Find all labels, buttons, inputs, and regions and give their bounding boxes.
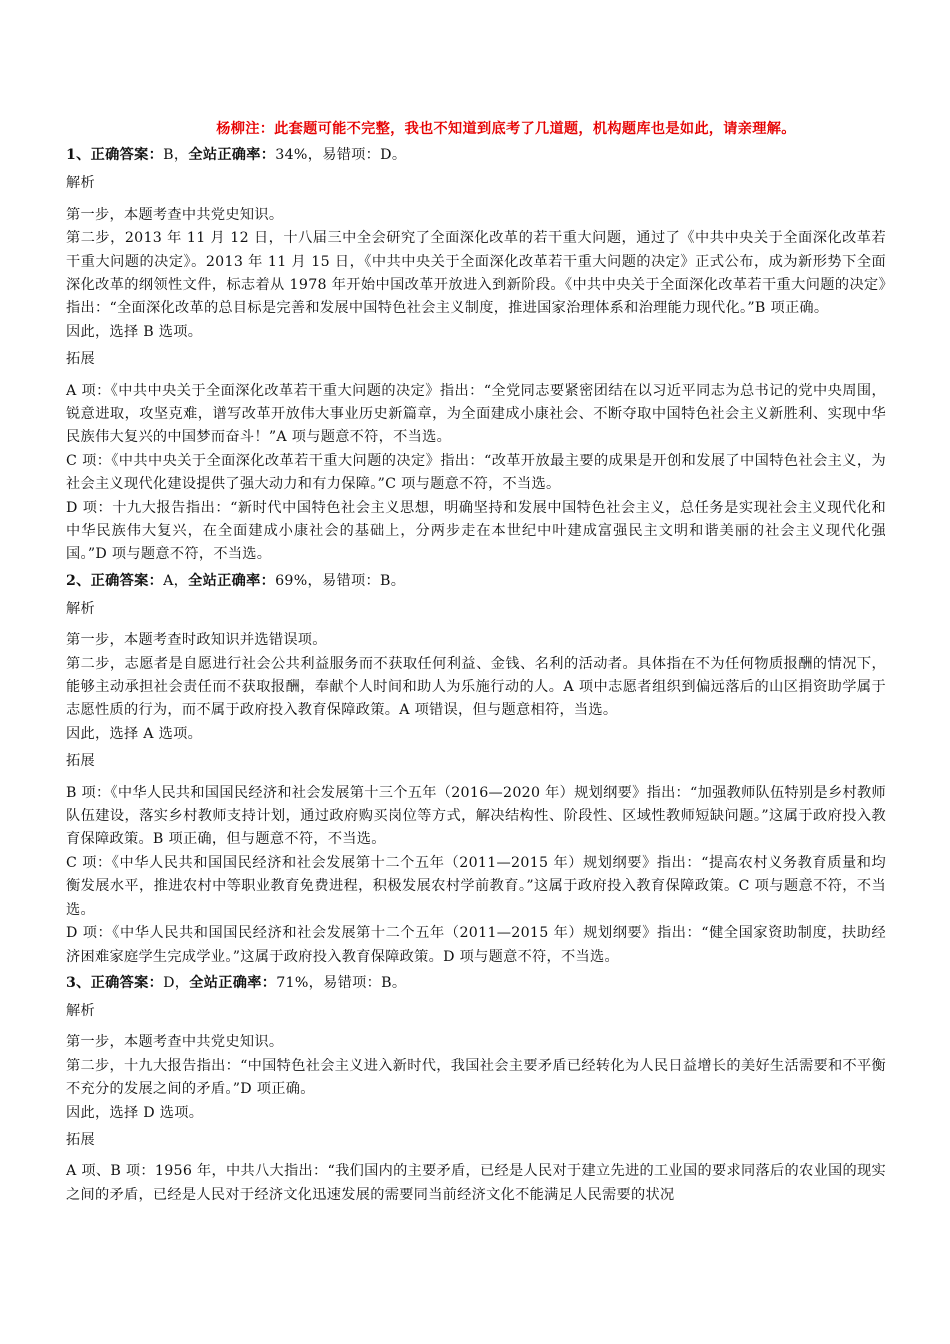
- answer-value: B，: [163, 147, 189, 164]
- answer-label: 正确答案：: [90, 572, 164, 589]
- answer-label: 正确答案：: [90, 974, 164, 991]
- question-number: 1、: [66, 147, 91, 164]
- answer-line-q1: [66, 144, 886, 168]
- analysis-paragraph: 因此，选择 A 选项。: [66, 725, 203, 742]
- analysis-paragraph: 因此，选择 B 选项。: [66, 323, 203, 340]
- extension-heading: 拓展: [66, 351, 95, 368]
- question-number: 3、: [66, 974, 91, 991]
- answer-value: A，: [163, 572, 189, 589]
- extension-paragraph: A 项、B 项：1956 年，中共八大指出：“我们国内的主要矛盾，已经是人民对于建立先进的工业国的要求同落后的农业国的现实之间的矛盾，已经是人民对于经济文化迅速发展的需要同当前经济文化不能满足人民需要的状况: [66, 1163, 886, 1203]
- extension-paragraph: D 项：十九大报告指出：“新时代中国特色社会主义思想，明确坚持和发展中国特色社会主义，总任务是实现社会主义现代化和中华民族伟大复兴，在全面建成小康社会的基础上，分两步走在本世纪中叶建成富强民主文明和谐美丽的社会主义现代化强国。”D 项与题意不符，不当选。: [66, 499, 886, 563]
- extension-heading: 拓展: [66, 1131, 95, 1148]
- question-number: 2、: [66, 572, 91, 589]
- answer-label: 正确答案：: [90, 147, 164, 164]
- rate-label: 全站正确率：: [188, 147, 276, 164]
- analysis-heading: 解析: [66, 175, 95, 192]
- analysis-paragraph: 因此，选择 D 选项。: [66, 1104, 204, 1121]
- rate-label: 全站正确率：: [189, 974, 277, 991]
- extension-heading: 拓展: [66, 753, 95, 770]
- rate-value: 71%，易错项：B。: [276, 974, 407, 991]
- analysis-paragraph: 第一步，本题考查中共党史知识。: [66, 206, 284, 223]
- document-page: [66, 118, 886, 1207]
- analysis-paragraph: 第二步，志愿者是自愿进行社会公共利益服务而不获取任何利益、金钱、名利的活动者。具体指在不为任何物质报酬的情况下，能够主动承担社会责任而不获取报酬，奉献个人时间和助人为乐施行动的人。A 项中志愿者组织到偏远落后的山区捐资助学属于志愿性质的行为，而不属于政府投入教育保障政策。A 项错误，但与题意相符，当选。: [66, 655, 886, 719]
- extension-paragraph: C 项：《中共中央关于全面深化改革若干重大问题的决定》指出：“改革开放最主要的成果是开创和发展了中国特色社会主义，为社会主义现代化建设提供了强大动力和有力保障。”C 项与题意不符，不当选。: [66, 452, 886, 493]
- analysis-heading: 解析: [66, 600, 95, 617]
- rate-value: 34%，易错项：D。: [275, 147, 407, 164]
- rate-label: 全站正确率：: [188, 572, 276, 589]
- analysis-paragraph: 第二步，十九大报告指出：“中国特色社会主义进入新时代，我国社会主要矛盾已经转化为人民日益增长的美好生活需要和不平衡不充分的发展之间的矛盾。”D 项正确。: [66, 1057, 886, 1098]
- extension-paragraph: A 项：《中共中央关于全面深化改革若干重大问题的决定》指出：“全党同志要紧密团结在以习近平同志为总书记的党中央周围，锐意进取，攻坚克难，谱写改革开放伟大事业历史新篇章，为全面建成小康社会、不断夺取中国特色社会主义新胜利、实现中华民族伟大复兴的中国梦而奋斗！”A 项与题意不符，不当选。: [66, 382, 886, 446]
- extension-paragraph: B 项：《中华人民共和国国民经济和社会发展第十三个五年（2016—2020 年）规划纲要》指出：“加强教师队伍特别是乡村教师队伍建设，落实乡村教师支持计划，通过政府购买岗位等方式，解决结构性、阶段性、区域性教师短缺问题。”这属于政府投入教育保障政策。B 项正确，但与题意不符，不当选。: [66, 784, 886, 848]
- extension-paragraph: D 项：《中华人民共和国国民经济和社会发展第十二个五年（2011—2015 年）规划纲要》指出：“健全国家资助制度，扶助经济困难家庭学生完成学业。”这属于政府投入教育保障政策。D 项与题意不符，不当选。: [66, 925, 886, 965]
- extension-paragraph: C 项：《中华人民共和国国民经济和社会发展第十二个五年（2011—2015 年）规划纲要》指出：“提高农村义务教育质量和均衡发展水平，推进农村中等职业教育免费进程，积极发展农村学前教育。”这属于政府投入教育保障政策。C 项与题意不符，不当选。: [66, 854, 886, 918]
- answer-line-q3: [66, 972, 886, 996]
- answer-value: D，: [163, 974, 190, 991]
- analysis-paragraph: 第一步，本题考查中共党史知识。: [66, 1034, 284, 1051]
- answer-line-q2: [66, 570, 886, 594]
- analysis-heading: 解析: [66, 1002, 95, 1019]
- rate-value: 69%，易错项：B。: [275, 572, 406, 589]
- analysis-paragraph: 第一步，本题考查时政知识并选错误项。: [66, 632, 327, 649]
- analysis-paragraph: 第二步，2013 年 11 月 12 日，十八届三中全会研究了全面深化改革的若干重大问题，通过了《中共中央关于全面深化改革若干重大问题的决定》。2013 年 11 月 15 日，《中共中央关于全面深化改革若干重大问题的决定》正式公布，成为新形势下全面深化改革的纲领性文件，标志着从 1978 年开始中国改革开放进入到新阶段。《中共中央关于全面深化改革若干重大问题的决定》指出：“全面深化改革的总目标是完善和发展中国特色社会主义制度，推进国家治理体系和治理能力现代化。”B 项正确。: [66, 230, 886, 317]
- editor-note: 杨柳注：此套题可能不完整，我也不知道到底考了几道题，机构题库也是如此，请亲理解。: [216, 121, 796, 137]
